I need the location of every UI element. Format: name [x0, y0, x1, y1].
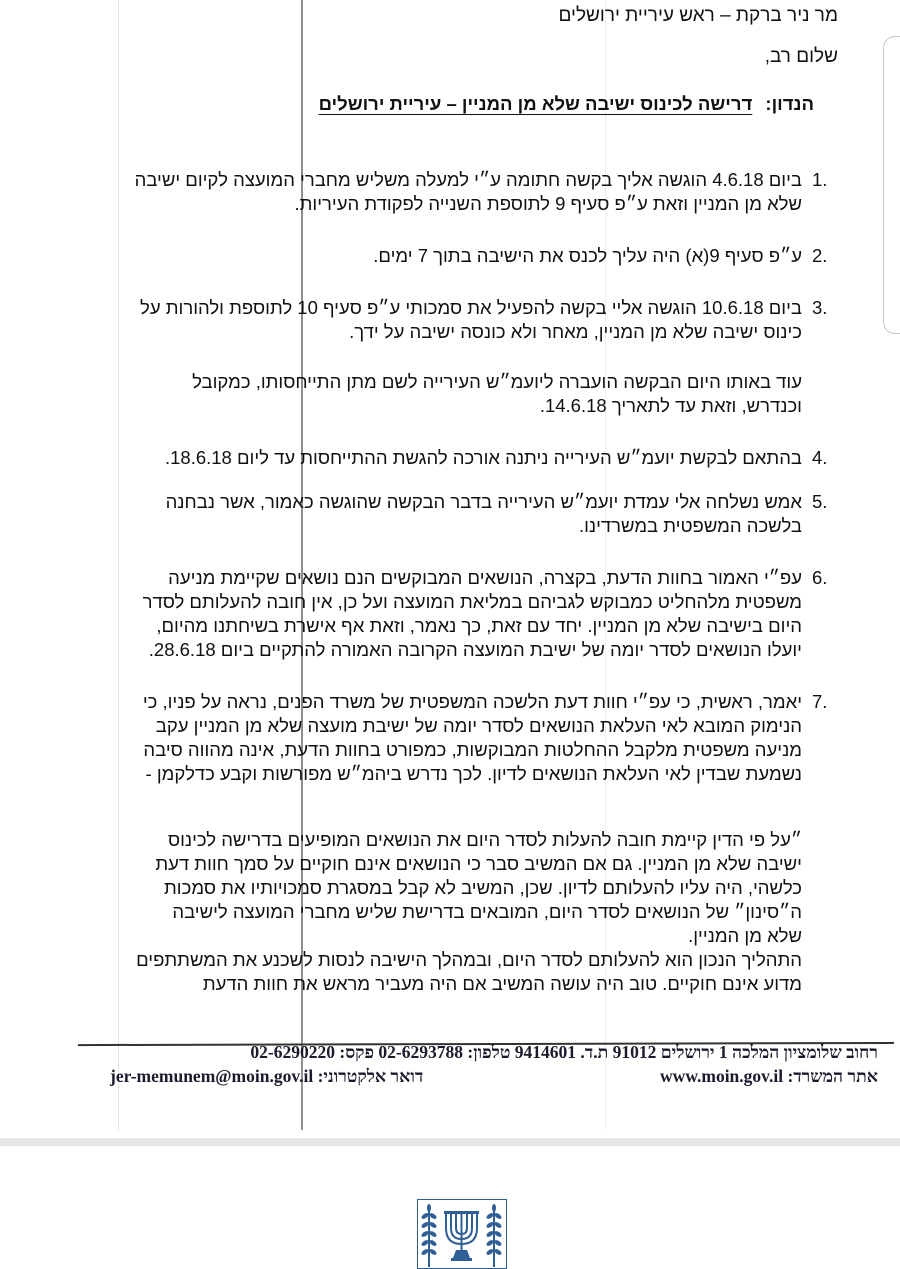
text-line: יאמר, ראשית, כי עפ״י חוות דעת הלשכה המשפטית של משרד הפנים, נראה על פניו, כי: [142, 691, 802, 712]
list-item: [78, 690, 838, 786]
item-text: [78, 244, 802, 268]
item-text: [78, 490, 802, 538]
subject-text: דרישה לכינוס ישיבה שלא מן המניין – עיריית ירושלים: [318, 93, 753, 114]
text-line: התהליך הנכון הוא להעלותם לסדר היום, ובמהלך הישיבה לנסות לשכנע את המשתתפים: [136, 949, 802, 970]
menorah-emblem-icon: [417, 1199, 507, 1269]
text-line: ביום 10.6.18 הוגשה אליי בקשה להפעיל את סמכותי ע״פ סעיף 10 לתוספת ולהורות על: [140, 297, 802, 318]
scan-edge-box: [883, 36, 900, 334]
list-item: [78, 296, 838, 344]
quote-text: [78, 828, 802, 996]
text-line: עפ״י האמור בחוות הדעת, בקצרה, הנושאים המבוקשים הנם נושאים שקיימת מניעה: [168, 567, 802, 588]
item-number: 6.: [812, 567, 828, 588]
text-line: הנימוק המובא לאי העלאת הנושאים לסדר יומה של ישיבת מועצה שלא מן המניין עקב: [155, 715, 802, 736]
item-number: 5.: [812, 491, 828, 512]
list-item: [78, 566, 838, 662]
text-line: משפטית מלהחליט כמבוקש לגביהם במליאת המועצה ועל כן, אין חובה להעלותם לסדר: [142, 591, 802, 612]
footer-website[interactable]: אתר המשרד: www.moin.gov.il: [660, 1066, 878, 1086]
list-item-continuation: [78, 370, 838, 418]
text-line: ״על פי הדין קיימת חובה להעלות לסדר היום את הנושאים המופיעים בדרישה לכינוס: [167, 829, 802, 850]
text-line: ביום 4.6.18 הוגשה אליך בקשה חתומה ע״י למעלה משליש מחברי המועצה לקיום ישיבה: [134, 169, 802, 190]
item-number: 7.: [812, 691, 828, 712]
text-line: עוד באותו היום הבקשה הועברה ליועמ״ש העירייה לשם מתן התייחסותו, כמקובל: [192, 371, 802, 392]
footer-address: רחוב שלומציון המלכה 1 ירושלים 91012 ת.ד. 9414601 טלפון: 02-6293788 פקס: 02-6290220: [250, 1042, 878, 1062]
item-text: [78, 566, 802, 662]
subject-line: [319, 90, 814, 117]
text-line: ישיבה שלא מן המניין. גם אם המשיב סבר כי הנושאים אינם חוקיים על סמך חוות דעת: [155, 853, 802, 874]
list-item: [78, 490, 838, 538]
list-item: [78, 168, 838, 216]
text-line: היום בישיבה שלא מן המניין. יחד עם זאת, כך נאמר, וזאת אף אישרת בשיחתנו מהיום,: [156, 615, 802, 636]
list-item: [78, 446, 838, 470]
text-line: מדוע אינם חוקיים. טוב היה עושה המשיב אם היה מעביר מראש את חוות הדעת: [202, 973, 802, 994]
item-text: [78, 168, 802, 216]
text-line: בהתאם לבקשת יועמ״ש העירייה ניתנה אורכה להגשת ההתייחסות עד ליום 18.6.18.: [164, 447, 802, 468]
text-line: ע״פ סעיף 9(א) היה עליך לכנס את הישיבה בתוך 7 ימים.: [373, 245, 802, 266]
item-text: [78, 370, 802, 418]
item-text: [78, 446, 802, 470]
text-line: יועלו הנושאים לסדר יומה של ישיבת המועצה הקרובה האמורה להתקיים ביום 28.6.18.: [148, 639, 802, 660]
item-text: [78, 690, 802, 786]
subject-label: הנדון:: [765, 93, 814, 114]
item-number: 2.: [812, 245, 828, 266]
list-item: [78, 244, 838, 268]
item-number: 4.: [812, 447, 828, 468]
greeting: שלום רב,: [764, 46, 838, 67]
text-line: מניעה משפטית מלקבל ההחלטות המבוקשות, כמפורט בחוות הדעת, אינה מהווה סיבה: [143, 739, 802, 760]
page-separator: [0, 1138, 900, 1146]
text-line: אמש נשלחה אלי עמדת יועמ״ש העירייה בדבר הבקשה שהוגשה כאמור, אשר נבחנה: [165, 491, 802, 512]
text-line: נשמעת שבדין לאי העלאת הנושאים לדיון. לכך נדרש ביהמ״ש מפורשות וקבע כדלקמן -: [145, 763, 802, 784]
text-line: שלא מן המניין.: [688, 925, 802, 946]
item-number: 1.: [812, 169, 828, 190]
letter-page-2: [0, 1146, 900, 1260]
court-quote: [78, 828, 838, 996]
text-line: כינוס ישיבה שלא מן המניין, מאחר ולא כונסה ישיבה על ידך.: [349, 321, 802, 342]
text-line: שלא מן המניין וזאת ע״פ סעיף 9 לתוספת השנייה לפקודת העיריות.: [294, 193, 802, 214]
text-line: וכנדרש, וזאת עד לתאריך 14.6.18.: [539, 395, 802, 416]
item-text: [78, 296, 802, 344]
footer-email[interactable]: דואר אלקטרוני: jer-memunem@moin.gov.il: [110, 1066, 424, 1086]
text-line: בלשכה המשפטית במשרדינו.: [578, 515, 802, 536]
text-line: ה״סינון״ של הנושאים לסדר היום, המובאים בדרישת שליש מחברי המועצה לישיבה: [172, 901, 802, 922]
item-number: 3.: [812, 297, 828, 318]
text-line: כלשהי, היה עליו להעלותם לדיון. שכן, המשיב לא קבל במסגרת סמכויותיו את סמכות: [164, 877, 802, 898]
addressee: מר ניר ברקת – ראש עיריית ירושלים: [558, 5, 838, 26]
